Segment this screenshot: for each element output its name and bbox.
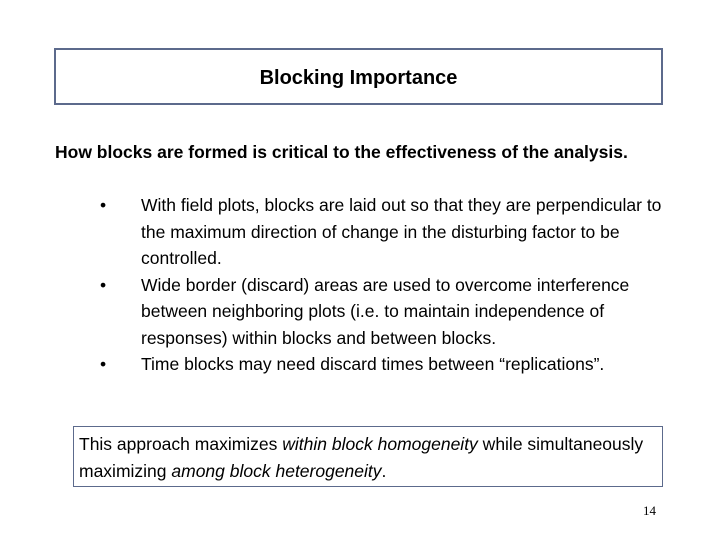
bullet-item [0,272,686,352]
bullet-text: With field plots, blocks are laid out so that they are perpendicular to the maximum direction of change in the disturbing factor to be controlled. [141,195,662,268]
summary-note-box [73,426,663,487]
lead-text: How blocks are formed is critical to the effectiveness of the analysis. [55,142,628,162]
note-text-3: . [381,460,387,481]
bullet-item [0,351,686,378]
bullet-item [0,192,686,272]
note-emphasis-within: within block homogeneity [282,434,478,454]
note-emphasis-among: among block heterogeneity [171,460,382,481]
bullet-dot-icon: • [100,354,107,374]
bullet-dot-icon: • [100,195,107,215]
bullet-list [0,192,720,378]
bullet-text: Time blocks may need discard times between “replications”. [141,354,605,374]
slide-title: Blocking Importance [259,67,458,89]
summary-note [79,431,662,484]
bullet-dot-icon: • [100,274,107,295]
note-text-1: This approach maximizes [79,434,283,454]
bullet-text: Wide border (discard) areas are used to overcome interference between neighboring plots (i.e. to maintain independence of responses) within blocks and between blocks. [141,274,630,348]
title-box [54,48,663,105]
note-text-2: while simultaneously maximizing [79,434,644,481]
page-number: 14 [643,503,656,518]
